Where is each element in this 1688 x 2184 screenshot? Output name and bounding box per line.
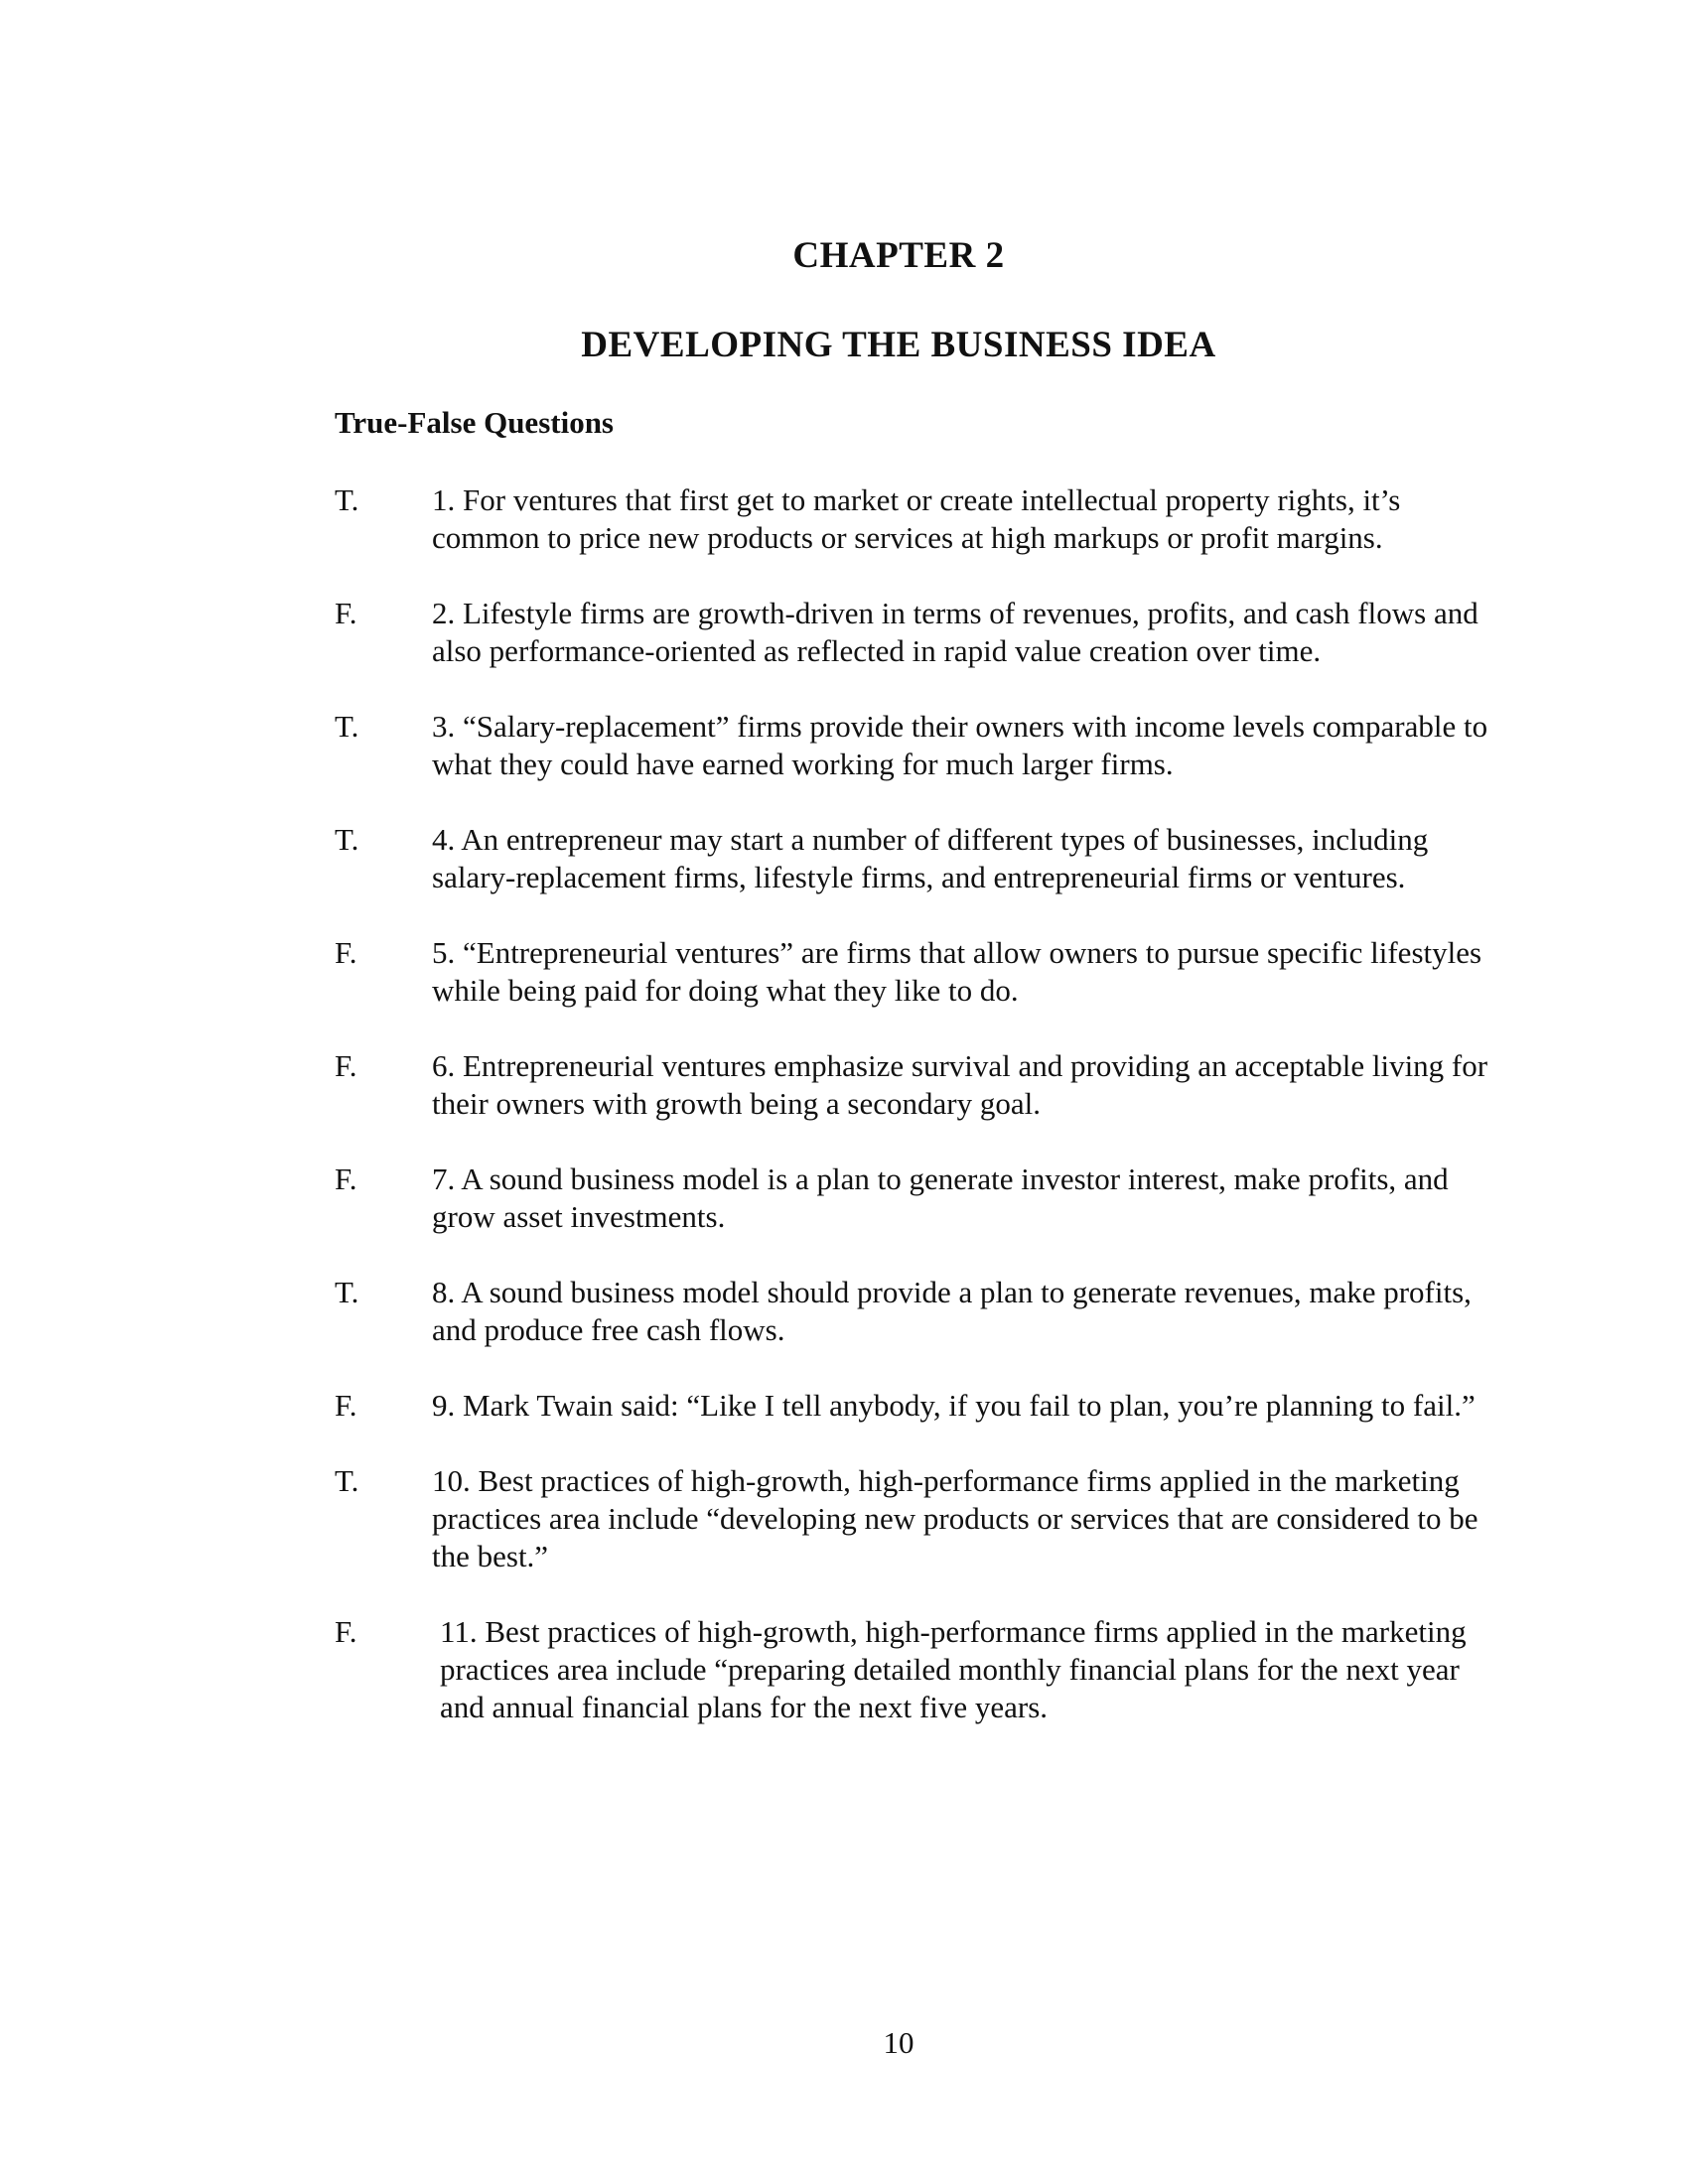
question-item: [335, 1274, 1506, 1349]
question-item: [335, 821, 1506, 896]
question-text: 1. For ventures that first get to market or create intellectual property rights, it’s common to price new products or services at high markups or profit margins.: [432, 482, 1401, 555]
question-item: [335, 1462, 1506, 1575]
answer-key: F.: [335, 1614, 357, 1649]
answer-key: F.: [335, 596, 357, 630]
question-item: [335, 481, 1506, 557]
question-list: [335, 481, 1506, 1764]
question-text: 11. Best practices of high-growth, high-performance firms applied in the marketing practices area include “preparing detailed monthly financial plans for the next year and annual financial plans for the next five years.: [440, 1614, 1467, 1724]
answer-key: F.: [335, 1161, 357, 1196]
question-text: 4. An entrepreneur may start a number of different types of businesses, including salary-replacement firms, lifestyle firms, and entrepreneurial firms or ventures.: [432, 822, 1429, 894]
question-item: [335, 1160, 1506, 1236]
question-item: [335, 708, 1506, 783]
answer-key: T.: [335, 1275, 359, 1309]
answer-key: T.: [335, 822, 359, 857]
question-item: [335, 1387, 1506, 1425]
question-item: [335, 1047, 1506, 1123]
answer-key: T.: [335, 1463, 359, 1498]
question-text: 9. Mark Twain said: “Like I tell anybody, if you fail to plan, you’re planning to fail.”: [432, 1388, 1476, 1423]
question-text: 5. “Entrepreneurial ventures” are firms that allow owners to pursue specific lifestyles while being paid for doing what they like to do.: [432, 935, 1482, 1008]
answer-key: F.: [335, 1388, 357, 1423]
section-heading: True-False Questions: [335, 405, 614, 440]
answer-key: F.: [335, 1048, 357, 1083]
question-text: 10. Best practices of high-growth, high-performance firms applied in the marketing practices area include “developing new products or services that are considered to be the best.”: [432, 1463, 1478, 1573]
answer-key: T.: [335, 482, 359, 517]
question-text: 3. “Salary-replacement” firms provide their owners with income levels comparable to what they could have earned working for much larger firms.: [432, 709, 1488, 781]
answer-key: F.: [335, 935, 357, 970]
question-item: [335, 934, 1506, 1010]
question-text: 6. Entrepreneurial ventures emphasize survival and providing an acceptable living for their owners with growth being a secondary goal.: [432, 1048, 1488, 1121]
question-text: 2. Lifestyle firms are growth-driven in terms of revenues, profits, and cash flows and also performance-oriented as reflected in rapid value creation over time.: [432, 596, 1478, 668]
answer-key: T.: [335, 709, 359, 744]
question-text: 8. A sound business model should provide a plan to generate revenues, make profits, and produce free cash flows.: [432, 1275, 1472, 1347]
question-item: [335, 1613, 1506, 1726]
chapter-title: DEVELOPING THE BUSINESS IDEA: [581, 325, 1216, 365]
page-number: 10: [883, 2025, 914, 2060]
chapter-number: CHAPTER 2: [792, 235, 1005, 276]
question-item: [335, 595, 1506, 670]
question-text: 7. A sound business model is a plan to generate investor interest, make profits, and grow asset investments.: [432, 1161, 1449, 1234]
